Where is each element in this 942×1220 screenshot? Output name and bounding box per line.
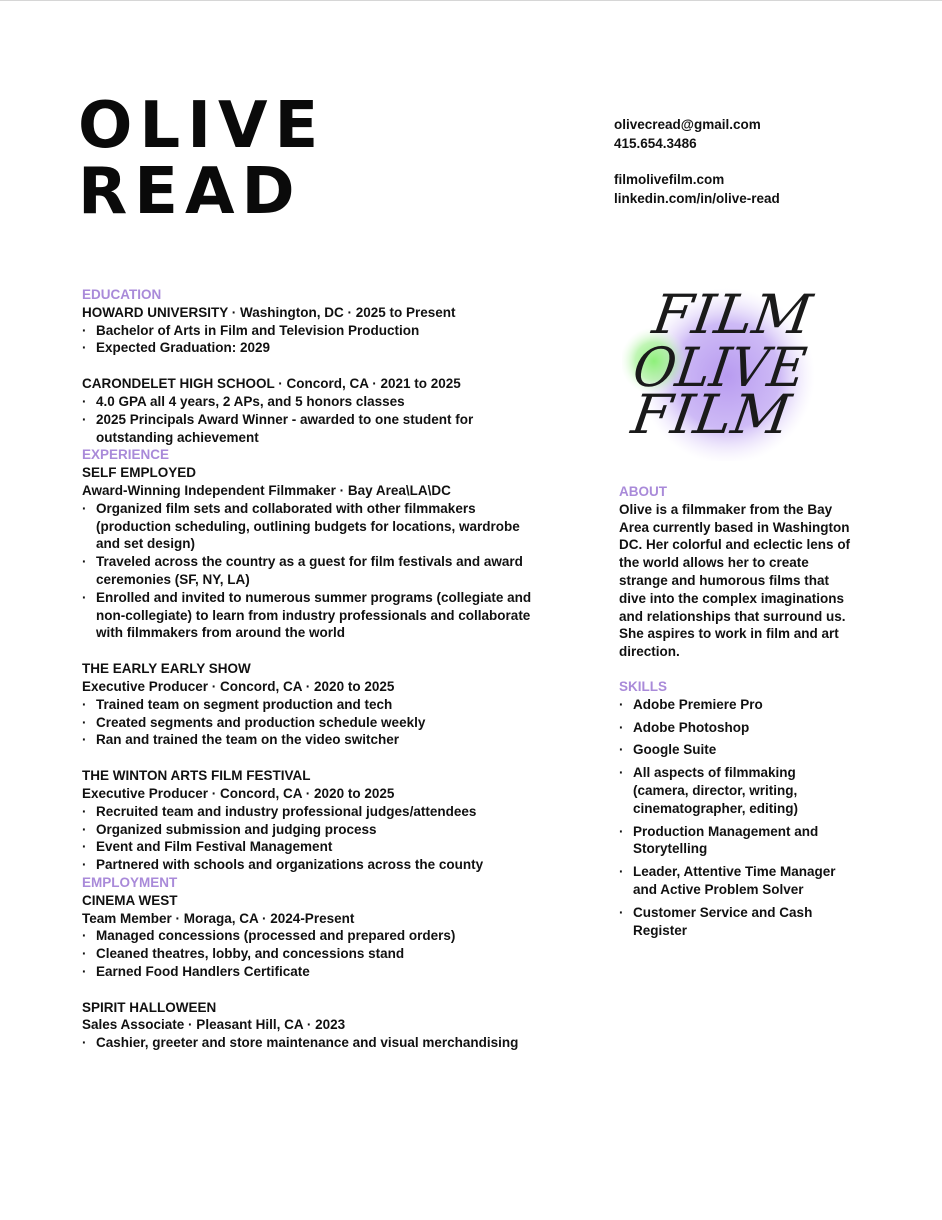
contact-website[interactable]: filmolivefilm.com — [614, 172, 725, 187]
list-item: · Organized film sets and collaborated with other filmmakers (production scheduling, outlining budgets for locations, wardrobe and set design) — [82, 500, 527, 553]
skill-item: · Customer Service and Cash Register — [619, 904, 819, 940]
education-entry — [82, 375, 552, 446]
contact-block — [614, 115, 780, 208]
list-item: · Earned Food Handlers Certificate — [82, 963, 552, 981]
film-olive-film-logo — [622, 281, 822, 461]
skill-item: · Adobe Premiere Pro — [619, 696, 859, 714]
employment-entry — [82, 892, 552, 981]
list-item: · 2025 Principals Award Winner - awarded to one student for outstanding achievement — [82, 411, 502, 447]
experience-entry — [82, 464, 552, 642]
list-item: · Traveled across the country as a guest for film festivals and award ceremonies (SF, NY, LA) — [82, 553, 527, 589]
bullet-list — [82, 500, 552, 642]
experience-entry — [82, 660, 552, 749]
list-item: · Cashier, greeter and store maintenance and visual merchandising — [82, 1034, 552, 1052]
list-item: · Trained team on segment production and tech — [82, 696, 552, 714]
list-item: · Partnered with schools and organizations across the county — [82, 856, 552, 874]
list-item: · Ran and trained the team on the video switcher — [82, 731, 552, 749]
logo-line-2: OLIVE — [629, 336, 819, 399]
list-item: · Organized submission and judging process — [82, 821, 552, 839]
entry-org: THE EARLY EARLY SHOW — [82, 661, 251, 677]
entry-org: SELF EMPLOYED — [82, 465, 197, 481]
contact-email[interactable]: olivecread@gmail.com — [614, 117, 761, 132]
skill-item: · Adobe Photoshop — [619, 719, 859, 737]
entry-role: Executive Producer · Concord, CA · 2020 to 2025 — [82, 678, 395, 694]
skill-item: · Production Management and Storytelling — [619, 823, 844, 859]
left-column — [82, 286, 552, 1052]
bullet-list — [82, 322, 552, 358]
bullet-list — [82, 927, 552, 980]
employment-entry — [82, 999, 552, 1052]
entry-role: Award-Winning Independent Filmmaker · Bay Area\LA\DC — [82, 482, 451, 498]
bullet-list — [82, 1034, 552, 1052]
contact-spacer — [614, 153, 780, 170]
experience-entry — [82, 767, 552, 874]
logo-graphic — [622, 281, 822, 461]
education-entry — [82, 304, 552, 357]
list-item: · Cleaned theatres, lobby, and concessions stand — [82, 945, 552, 963]
right-column — [619, 483, 859, 944]
section-title-education: EDUCATION — [82, 287, 162, 302]
list-item: · Expected Graduation: 2029 — [82, 339, 552, 357]
entry-role: Sales Associate · Pleasant Hill, CA · 2023 — [82, 1017, 346, 1033]
entry-org: THE WINTON ARTS FILM FESTIVAL — [82, 768, 311, 784]
last-name: READ — [78, 155, 302, 229]
section-title-employment: EMPLOYMENT — [82, 874, 178, 890]
bullet-list — [82, 696, 552, 749]
resume-name — [78, 89, 326, 229]
education-section — [82, 286, 552, 446]
section-title-experience: EXPERIENCE — [82, 447, 170, 463]
list-item: · Created segments and production schedule weekly — [82, 714, 552, 732]
contact-phone[interactable]: 415.654.3486 — [614, 136, 697, 151]
section-title-about: ABOUT — [619, 484, 667, 499]
contact-linkedin[interactable]: linkedin.com/in/olive-read — [614, 191, 780, 206]
skill-item: · Google Suite — [619, 741, 859, 759]
about-text: Olive is a filmmaker from the Bay Area currently based in Washington DC. Her colorful and eclectic lens of the world allows her to create strange and humorous films that dive into the complex imaginations and relationships that surround us. She aspires to work in film and art direction. — [619, 501, 851, 660]
list-item: · Event and Film Festival Management — [82, 838, 552, 856]
entry-header: HOWARD UNIVERSITY · Washington, DC · 2025 to Present — [82, 304, 456, 320]
logo-line-1: FILM — [648, 283, 808, 346]
entry-header: CARONDELET HIGH SCHOOL · Concord, CA · 2021 to 2025 — [82, 376, 461, 392]
experience-section — [82, 446, 552, 874]
first-name: OLIVE — [78, 89, 326, 163]
list-item: · 4.0 GPA all 4 years, 2 APs, and 5 honors classes — [82, 393, 552, 411]
bullet-list — [82, 393, 552, 446]
entry-org: CINEMA WEST — [82, 892, 178, 908]
list-item: · Managed concessions (processed and prepared orders) — [82, 927, 552, 945]
entry-role: Team Member · Moraga, CA · 2024-Present — [82, 910, 355, 926]
employment-section — [82, 874, 552, 1052]
entry-role: Executive Producer · Concord, CA · 2020 to 2025 — [82, 785, 395, 801]
logo-line-3: FILM — [627, 383, 787, 446]
list-item: · Recruited team and industry professional judges/attendees — [82, 803, 552, 821]
skill-item: · Leader, Attentive Time Manager and Active Problem Solver — [619, 863, 844, 899]
list-item: · Enrolled and invited to numerous summer programs (collegiate and non-collegiate) to learn from industry professionals and collaborate with filmmakers from around the world — [82, 589, 532, 642]
entry-org: SPIRIT HALLOWEEN — [82, 999, 217, 1015]
section-title-skills: SKILLS — [619, 678, 668, 694]
skill-item: · All aspects of filmmaking (camera, director, writing, cinematographer, editing) — [619, 764, 819, 817]
list-item: · Bachelor of Arts in Film and Television Production — [82, 322, 552, 340]
bullet-list — [82, 803, 552, 874]
skills-list — [619, 696, 859, 940]
